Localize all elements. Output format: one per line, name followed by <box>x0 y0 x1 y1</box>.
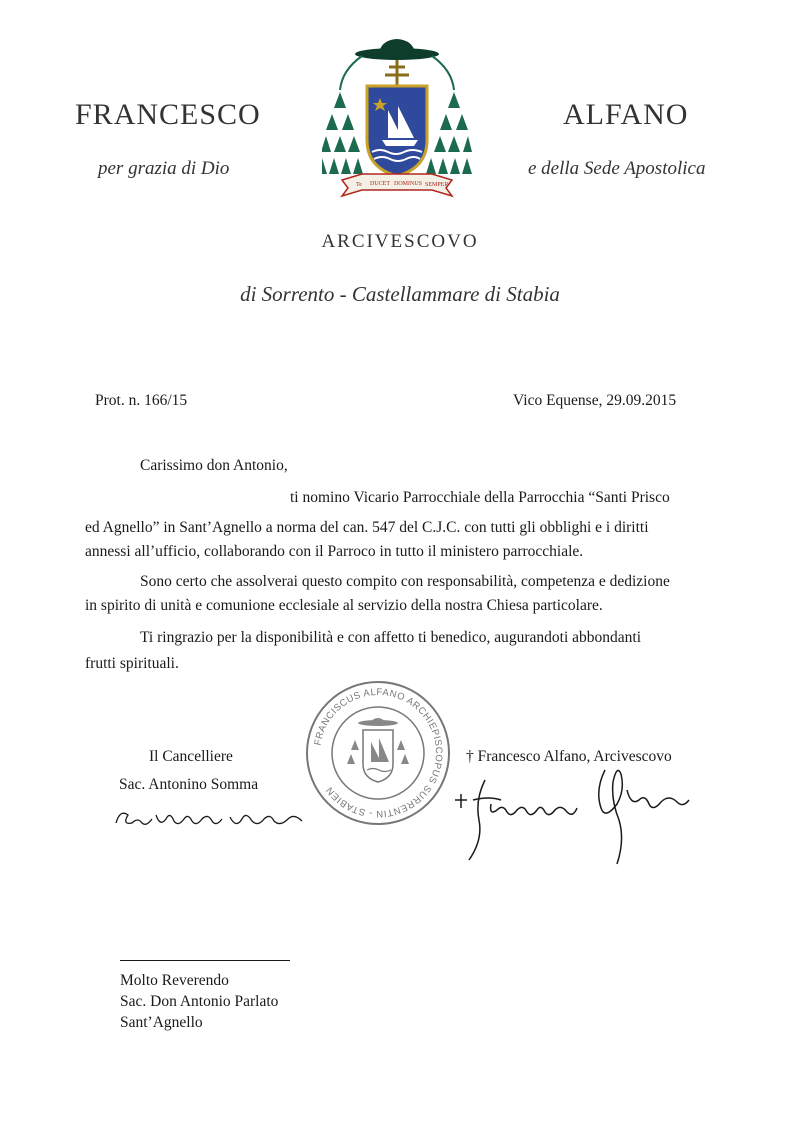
archiepiscopal-cross-icon <box>385 60 409 88</box>
salutation: Carissimo don Antonio, <box>140 457 288 474</box>
chancellor-name: Sac. Antonino Somma <box>119 776 259 793</box>
page-title: ARCIVESCOVO <box>321 231 479 252</box>
shield-icon <box>367 86 427 176</box>
motto-ribbon-icon <box>342 174 452 196</box>
chancellor-handwritten-signature <box>112 797 312 837</box>
paragraph-3-line-1: Ti ringrazio per la disponibilità e con affetto ti benedico, augurandoti abbondanti <box>140 629 642 646</box>
paragraph-2-line-2: in spirito di unità e comunione ecclesiale al servizio della nostra Chiesa particolare. <box>85 597 603 614</box>
paragraph-1-line-3: annessi all’ufficio, collaborando con il Parroco in tutto il ministero parrocchiale. <box>85 543 584 560</box>
header-sub-left: per grazia di Dio <box>98 158 230 179</box>
tassels-left-icon <box>322 92 363 174</box>
recipient-line-1: Molto Reverendo <box>120 972 229 989</box>
motto-word: DOMINUS <box>394 181 423 187</box>
motto-word: DUCET <box>370 181 390 187</box>
motto-word: Te <box>356 182 362 188</box>
paragraph-3-line-2: frutti spirituali. <box>85 655 179 672</box>
paragraph-1-line-2: ed Agnello” in Sant’Agnello a norma del can. 547 del C.J.C. con tutti gli obblighi e i diritti <box>85 519 649 536</box>
page-subtitle: di Sorrento - Castellammare di Stabia <box>240 282 560 306</box>
header-sub-right: e della Sede Apostolica <box>528 158 706 179</box>
seal-inscription: FRANCISCUS ALFANO ARCHIEPISCOPUS SURRENTIN - STABIEN <box>312 686 445 820</box>
chancellor-role: Il Cancelliere <box>149 748 233 765</box>
place-date: Vico Equense, 29.09.2015 <box>513 392 677 409</box>
recipient-line-3: Sant’Agnello <box>120 1014 203 1031</box>
seal-coat-of-arms-icon <box>347 718 409 782</box>
official-seal <box>303 678 453 828</box>
paragraph-2-line-1: Sono certo che assolverai questo compito con responsabilità, competenza e dedizione <box>140 573 670 590</box>
motto-word: SEMPER <box>425 182 449 188</box>
header-first-name: FRANCESCO <box>75 98 261 131</box>
coat-of-arms <box>322 30 472 200</box>
paragraph-1-line-1: ti nomino Vicario Parrocchiale della Parrocchia “Santi Prisco <box>290 489 670 506</box>
archbishop-signature-line: † Francesco Alfano, Arcivescovo <box>466 748 672 765</box>
recipient-line-2: Sac. Don Antonio Parlato <box>120 993 279 1010</box>
header-last-name: ALFANO <box>563 98 689 131</box>
archbishop-handwritten-signature <box>445 760 695 870</box>
protocol-number: Prot. n. 166/15 <box>95 392 188 409</box>
footer-divider <box>120 960 290 961</box>
tassels-right-icon <box>426 92 472 174</box>
